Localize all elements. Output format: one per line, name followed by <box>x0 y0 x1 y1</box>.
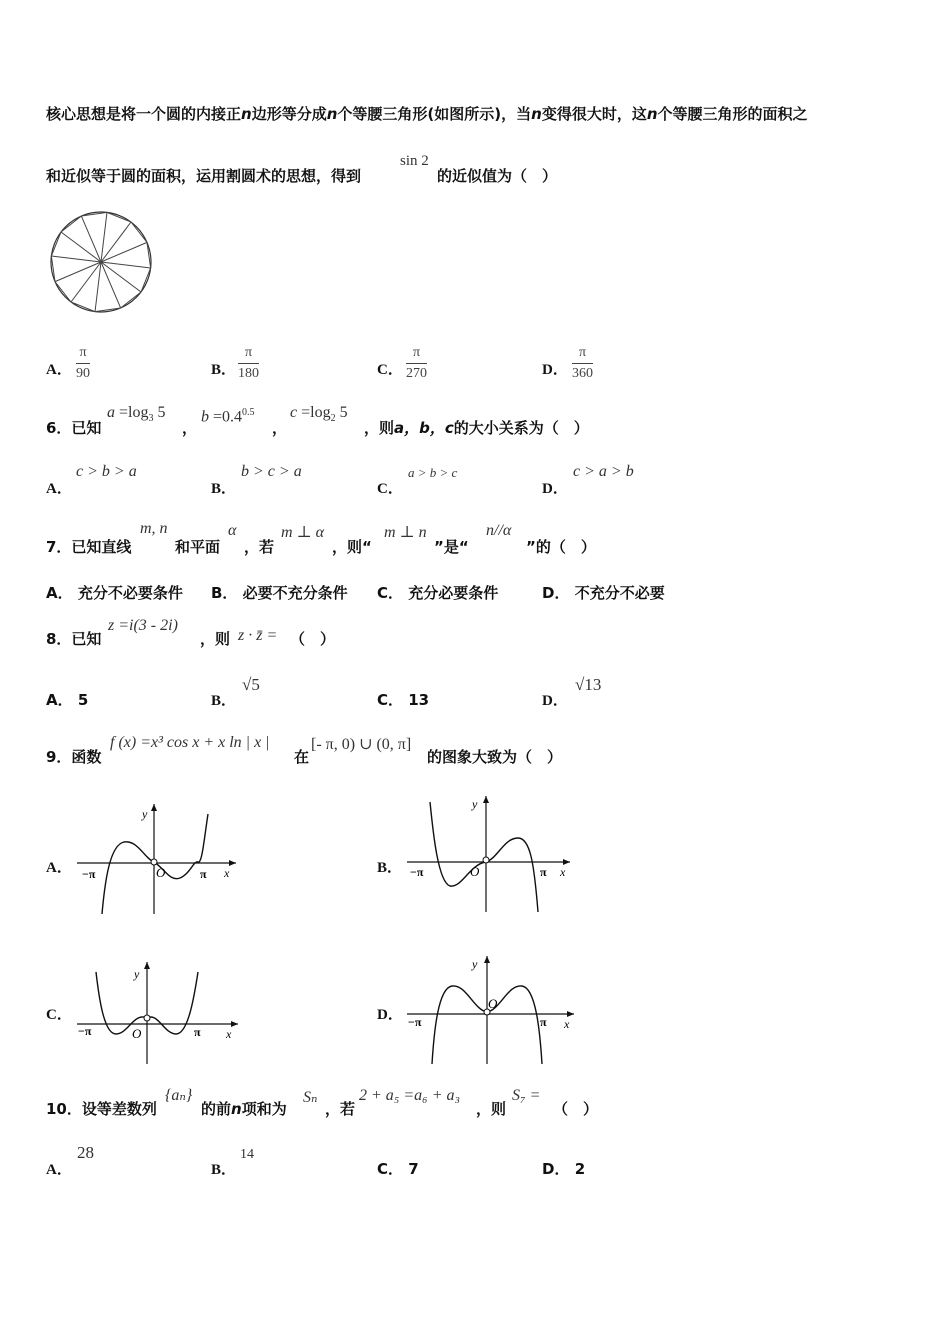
origin-label: O <box>488 996 498 1011</box>
pi-label: π <box>200 867 207 881</box>
neg-pi-label: −π <box>410 865 424 879</box>
q10-option-a-value[interactable]: 28 <box>77 1143 94 1162</box>
axis-x-label: x <box>224 866 230 880</box>
q9-option-b-graph[interactable] <box>402 792 577 916</box>
q8-option-b-value[interactable]: √5 <box>242 675 260 694</box>
q6-option-a-expr[interactable]: c > b > a <box>76 463 137 480</box>
axis-y-label: y <box>472 797 478 811</box>
q7-text: ”的（ ） <box>526 538 596 556</box>
q7-alpha: α <box>228 522 237 539</box>
q6-option-c-label: C． <box>377 481 403 497</box>
q5-stem-line2-end: 的近似值为（ ） <box>437 167 558 185</box>
q5-option-d-fraction[interactable]: $\frac{\pi}{360}$ <box>572 345 593 381</box>
q5-option-b-label: B． <box>211 362 237 378</box>
q6-a-expression: $a =\log_3$ 5 <box>107 404 166 425</box>
q5-option-c-label: C． <box>377 362 403 378</box>
q5-stem-line1: 核心思想是将一个圆的内接正n边形等分成n个等腰三角形(如图所示)，当n变得很大时，这n个等腰三角形的面积之 <box>46 105 808 123</box>
q9-option-d-label: D． <box>377 1007 403 1023</box>
q9-number: 9．函数 <box>46 748 102 766</box>
q6-option-b-label: B． <box>211 481 237 497</box>
q7-text: ”是“ <box>434 538 469 556</box>
q5-option-d-label: D． <box>542 362 568 378</box>
q10-text: ，则 <box>476 1100 507 1118</box>
neg-pi-label: −π <box>408 1015 422 1029</box>
q8-expression: z =i(3 - 2i) <box>108 617 178 634</box>
pi-label: π <box>540 865 547 879</box>
q9-option-c-graph[interactable] <box>72 958 247 1066</box>
q7-p: m ⊥ n <box>384 524 427 541</box>
inscribed-polygon-figure <box>48 208 156 316</box>
q6-option-a-label: A． <box>46 481 72 497</box>
origin-label: O <box>156 865 166 880</box>
q5-sin2-expression: sin 2 <box>400 153 429 169</box>
q9-option-a-graph[interactable] <box>72 800 247 918</box>
q10-text: 的前n项和为 <box>201 1100 287 1118</box>
q7-option-c[interactable]: C． 充分必要条件 <box>377 584 499 602</box>
q8-text: ，则 <box>200 630 231 648</box>
q10-s7: S₇ = <box>512 1087 541 1104</box>
q8-option-a[interactable]: A． 5 <box>46 691 89 709</box>
axis-y-label: y <box>142 807 148 821</box>
q7-text: ，则“ <box>332 538 372 556</box>
axis-y-label: y <box>134 967 140 981</box>
q7-text: 和平面 <box>175 538 221 556</box>
q6-option-c-expr[interactable]: a > b > c <box>408 465 458 480</box>
q7-option-d[interactable]: D． 不充分不必要 <box>542 584 665 602</box>
q5-option-a-label: A． <box>46 362 72 378</box>
q8-text: （ ） <box>290 630 336 648</box>
q6-option-d-label: D． <box>542 481 568 497</box>
q7-number: 7．已知直线 <box>46 538 132 556</box>
q6-stem-end: ，则a，b，c的大小关系为（ ） <box>364 419 589 437</box>
axis-y-label: y <box>472 957 478 971</box>
q10-number: 10．设等差数列 <box>46 1100 157 1118</box>
q5-stem-line2: 和近似等于圆的面积，运用割圆术的思想，得到 <box>46 167 362 185</box>
q5-option-c-fraction[interactable]: $\frac{\pi}{270}$ <box>406 345 427 381</box>
q10-sequence: {aₙ} <box>165 1087 193 1104</box>
q8-option-d-value[interactable]: √13 <box>575 675 602 694</box>
q10-option-d[interactable]: D． 2 <box>542 1160 586 1178</box>
q8-number: 8．已知 <box>46 630 102 648</box>
q6-comma: ， <box>272 419 288 437</box>
q7-text: ，若 <box>244 538 275 556</box>
q10-option-c[interactable]: C． 7 <box>377 1160 419 1178</box>
q8-expression-2: z · z̄ = <box>238 627 278 644</box>
q9-option-c-label: C． <box>46 1007 72 1023</box>
q6-b-expression: $b =0.4^{0.5}$ <box>201 407 255 426</box>
q7-q: n//α <box>486 522 512 539</box>
q9-option-d-graph[interactable] <box>402 952 580 1066</box>
q6-option-b-expr[interactable]: b > c > a <box>241 463 302 480</box>
q10-sn: Sₙ <box>303 1089 318 1106</box>
q9-text: 的图象大致为（ ） <box>427 748 563 766</box>
q9-domain: [- π, 0) ∪ (0, π] <box>311 736 412 753</box>
axis-x-label: x <box>226 1027 232 1041</box>
q8-option-d-label: D． <box>542 693 568 709</box>
q7-option-b[interactable]: B． 必要不充分条件 <box>211 584 348 602</box>
q9-text: 在 <box>294 748 310 766</box>
q9-function: f (x) =x³ cos x + x ln | x | <box>110 734 270 751</box>
origin-label: O <box>470 864 480 879</box>
q10-option-a-label: A． <box>46 1162 72 1178</box>
q10-text: （ ） <box>553 1100 599 1118</box>
q10-condition: 2 + a₅ =a₆ + a₃ <box>359 1087 461 1104</box>
q7-mn: m, n <box>140 520 168 537</box>
q8-option-c[interactable]: C． 13 <box>377 691 430 709</box>
q8-option-b-label: B． <box>211 693 237 709</box>
q6-comma: ， <box>182 419 198 437</box>
q6-number: 6．已知 <box>46 419 102 437</box>
neg-pi-label: −π <box>78 1024 92 1038</box>
q7-condition: m ⊥ α <box>281 524 324 541</box>
pi-label: π <box>540 1015 547 1029</box>
q5-option-a-fraction[interactable]: $\frac{\pi}{90}$ <box>76 345 90 381</box>
q10-option-b-label: B． <box>211 1162 237 1178</box>
neg-pi-label: −π <box>82 867 96 881</box>
q9-option-a-label: A． <box>46 860 72 876</box>
q10-option-b-value[interactable]: 14 <box>240 1147 254 1162</box>
q6-option-d-expr[interactable]: c > a > b <box>573 463 634 480</box>
q5-option-b-fraction[interactable]: $\frac{\pi}{180}$ <box>238 345 259 381</box>
pi-label: π <box>194 1025 201 1039</box>
q9-option-b-label: B． <box>377 860 403 876</box>
q7-option-a[interactable]: A． 充分不必要条件 <box>46 584 183 602</box>
q10-text: ，若 <box>325 1100 356 1118</box>
q6-c-expression: $c =\log_2$ 5 <box>290 404 348 425</box>
origin-label: O <box>132 1026 142 1041</box>
axis-x-label: x <box>564 1017 570 1031</box>
axis-x-label: x <box>560 865 566 879</box>
